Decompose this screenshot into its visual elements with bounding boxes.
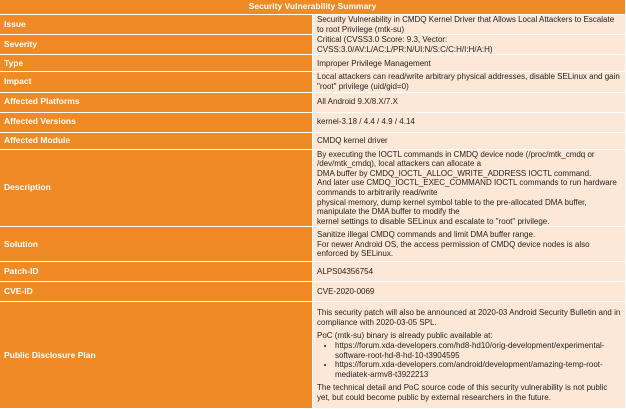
row-issue <box>0 15 626 35</box>
row-patch-id <box>0 262 626 282</box>
row-label: Public Disclosure Plan <box>0 302 313 409</box>
row-label: Issue <box>0 15 313 35</box>
row-description <box>0 150 626 228</box>
row-label: Type <box>0 55 313 72</box>
public-disclosure-intro: This security patch will also be announced at 2020-03 Android Security Bulletin and in compliance with 2020-03-05 SPL. <box>317 308 621 327</box>
description-line: DMA buffer by CMDQ_IOCTL_ALLOC_WRITE_ADDRESS IOCTL command. <box>317 168 592 178</box>
row-label: Impact <box>0 72 313 92</box>
poc-link-item <box>335 360 621 379</box>
row-value: Local attackers can read/write arbitrary physical addresses, disable SELinux and gain "root" privilege (uid/gid=0) <box>313 72 626 92</box>
poc-link[interactable]: https://forum.xda-developers.com/hd8-hd10/orig-development/experimental-software-root-hd-8-hd-10-t3904595 <box>335 340 605 360</box>
poc-link-item <box>335 341 621 360</box>
row-affected-versions <box>0 113 626 133</box>
poc-intro: PoC (mtk-su) binary is already public available at: <box>317 331 493 341</box>
row-label: Patch-ID <box>0 262 313 282</box>
closing-line: researchers in the future. <box>461 392 551 402</box>
row-label: Affected Module <box>0 133 313 150</box>
row-type <box>0 55 626 72</box>
description-line: And later use CMDQ_IOCTL_EXEC_COMMAND IOCTL commands to run hardware commands to arbitrarily read/write <box>317 178 617 197</box>
row-label: Affected Platforms <box>0 93 313 113</box>
row-severity <box>0 35 626 55</box>
public-disclosure-content <box>313 302 626 409</box>
row-affected-platforms <box>0 93 626 113</box>
closing-line: The technical detail and PoC source code of this security vulnerability is not public yet, but could become public by external <box>317 383 608 402</box>
description-line: By executing the IOCTL commands in CMDQ device node (/proc/mtk_cmdq or /dev/mtk_cmdq), local attackers can allocate a <box>317 149 595 169</box>
row-label: CVE-ID <box>0 282 313 302</box>
description-text <box>313 150 626 228</box>
poc-link[interactable]: https://forum.xda-developers.com/android/development/amazing-temp-root-mediatek-armv8-t3922213 <box>335 360 603 379</box>
row-value: All Android 9.X/8.X/7.X <box>313 93 626 113</box>
poc-links <box>317 341 621 379</box>
row-value: Critical (CVSS3.0 Score: 9.3, Vector: CVSS:3.0/AV:L/AC:L/PR:N/UI:N/S:C/C:H/I:H/A:H) <box>313 35 626 55</box>
row-label: Affected Versions <box>0 113 313 133</box>
description-line: kernel settings to disable SELinux and escalate to "root" privilege. <box>317 216 550 226</box>
title-row <box>0 0 626 15</box>
solution-line: For newer Android OS, the access permission of CMDQ device nodes is also enforced by SELinux. <box>317 239 590 259</box>
row-impact <box>0 72 626 92</box>
row-label: Description <box>0 150 313 228</box>
table-title: Security Vulnerability Summary <box>0 0 626 15</box>
row-value: CMDQ kernel driver <box>313 133 626 150</box>
row-public-disclosure-plan <box>0 302 626 409</box>
row-value: Improper Privilege Management <box>313 55 626 72</box>
solution-line: Sanitize illegal CMDQ commands and limit DMA buffer range. <box>317 229 536 239</box>
row-cve-id <box>0 282 626 302</box>
row-value: CVE-2020-0069 <box>313 282 626 302</box>
row-value: Security Vulnerability in CMDQ Kernel Driver that Allows Local Attackers to Escalate to root Privilege (mtk-su) <box>313 15 626 35</box>
row-value: kernel-3.18 / 4.4 / 4.9 / 4.14 <box>313 113 626 133</box>
row-solution <box>0 227 626 262</box>
row-label: Severity <box>0 35 313 55</box>
row-label: Solution <box>0 227 313 262</box>
row-affected-module <box>0 133 626 150</box>
description-line: physical memory, dump kernel symbol table to the pre-allocated DMA buffer, manipulate the DMA buffer to modify the <box>317 197 587 217</box>
solution-text <box>313 227 626 262</box>
row-value: ALPS04356754 <box>313 262 626 282</box>
